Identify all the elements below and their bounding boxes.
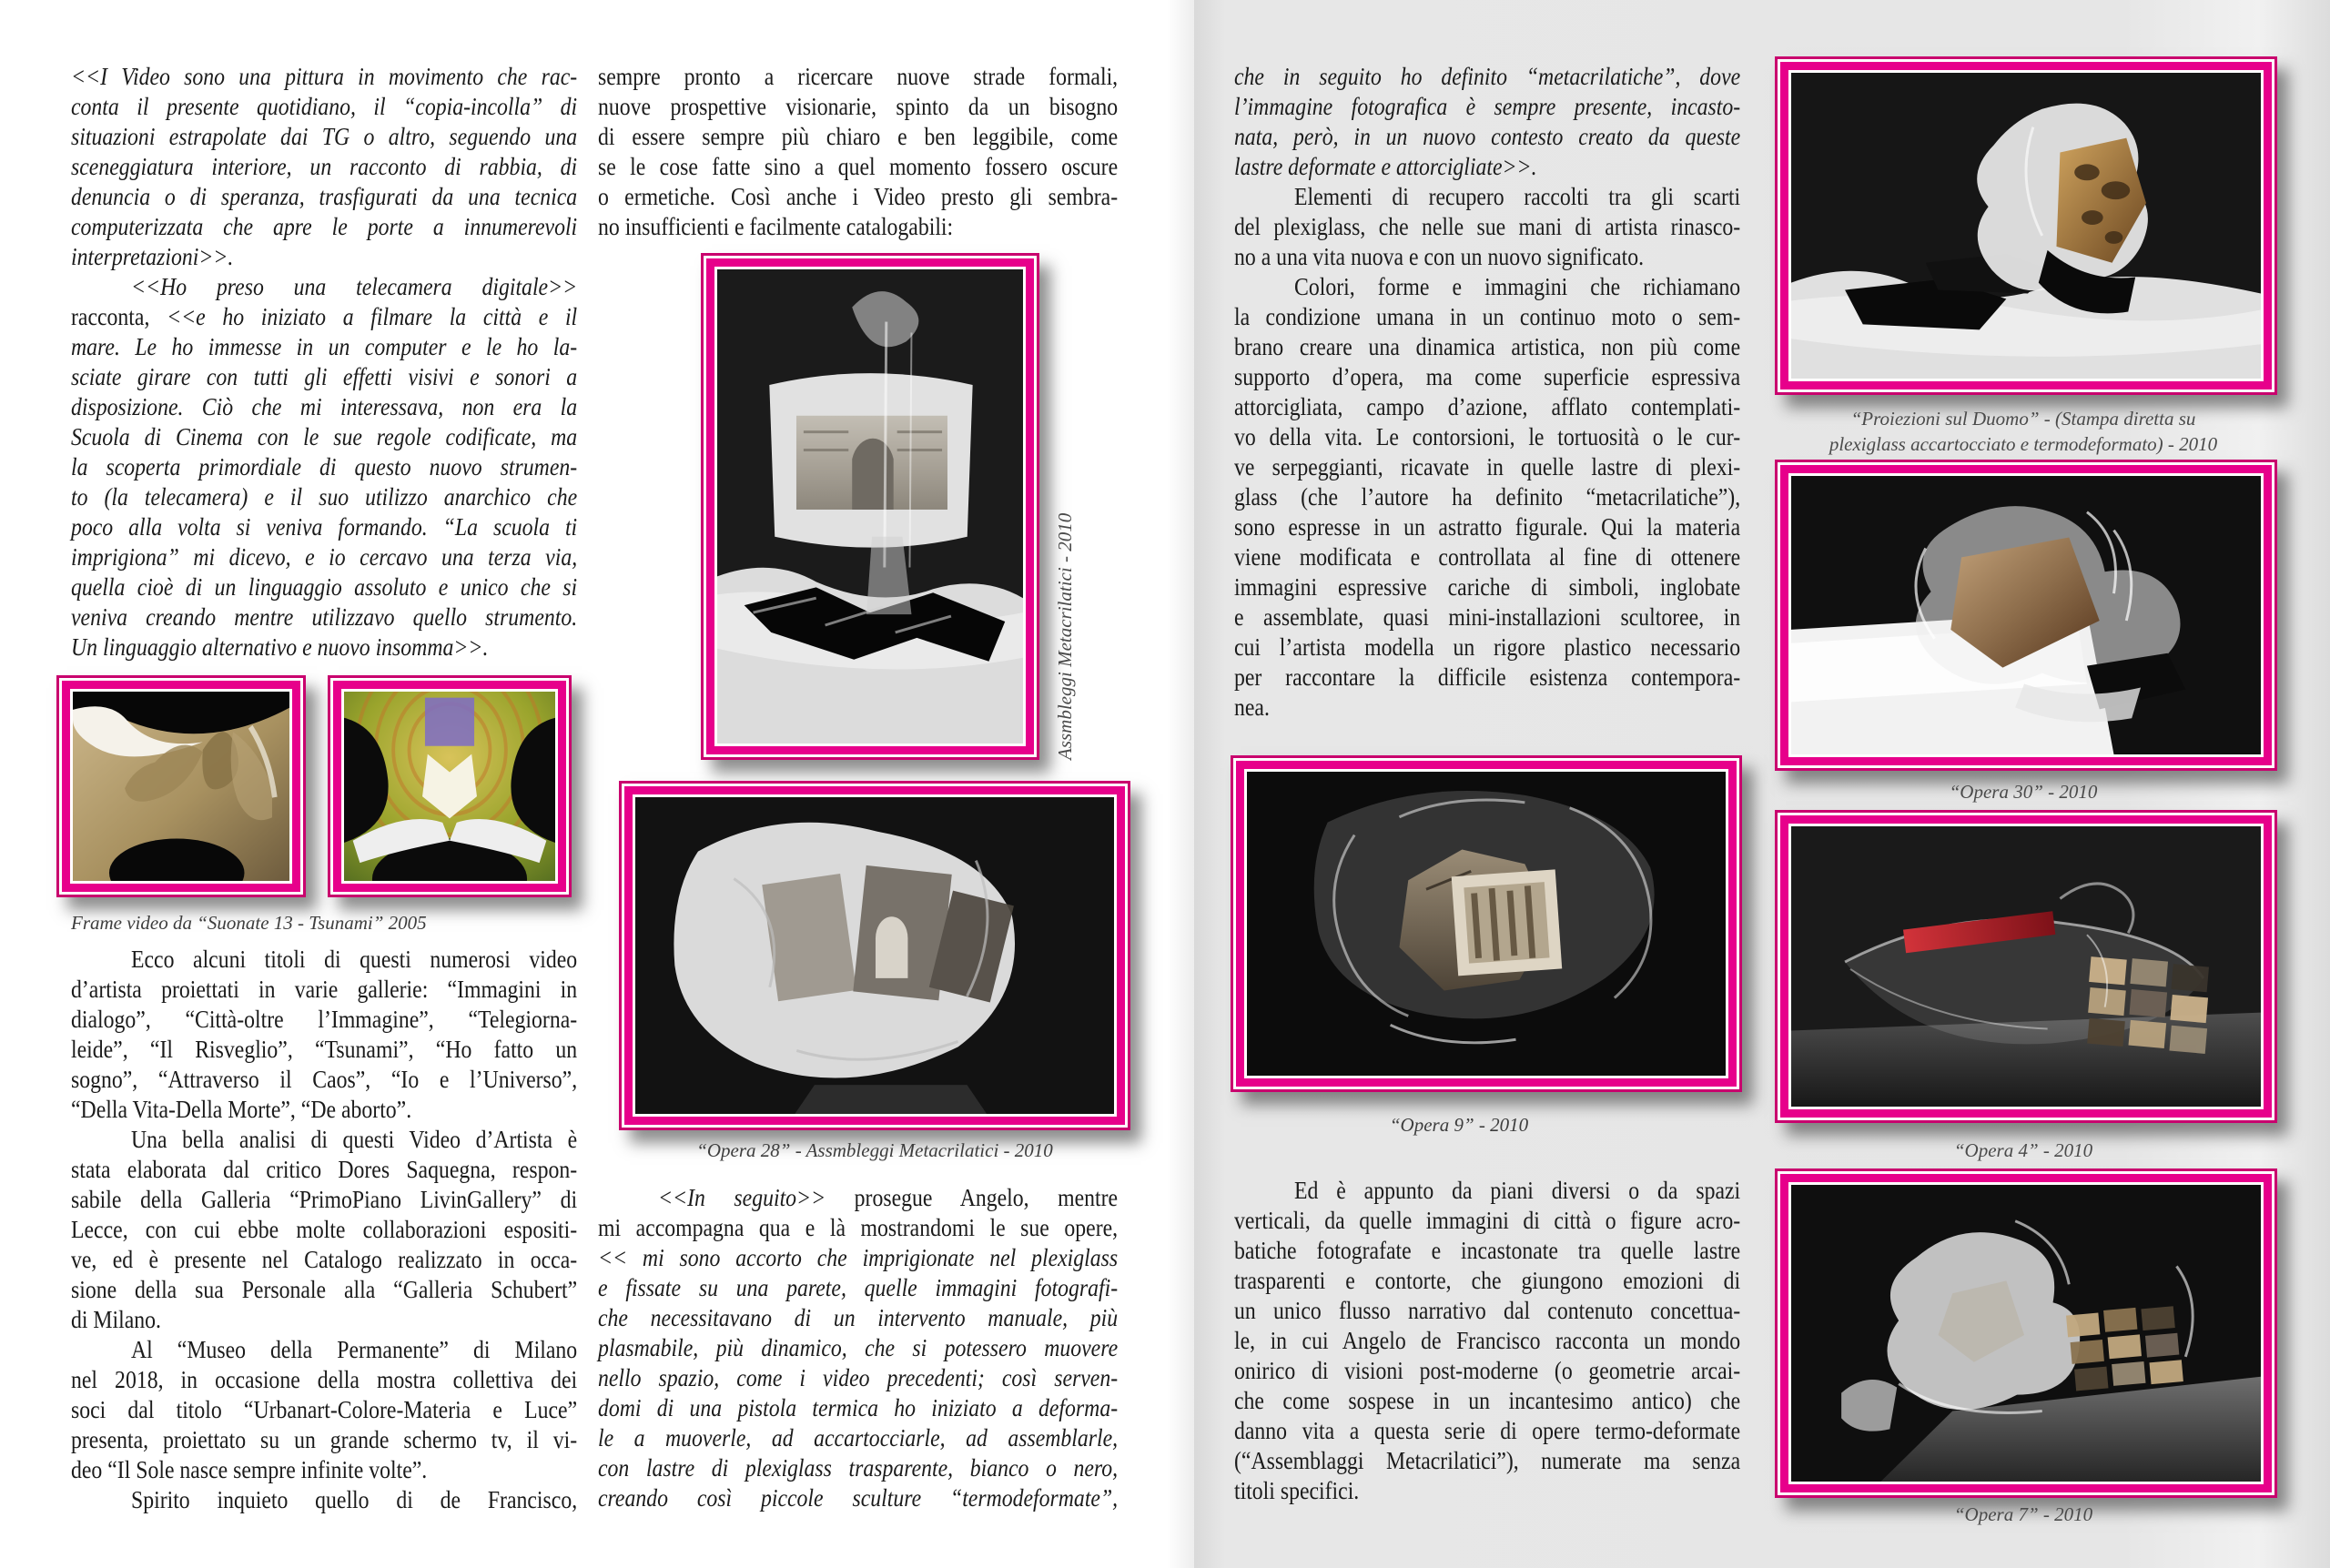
text-line: che in seguito ho definito “metacrilatiche”, dove <box>1234 63 1741 90</box>
text-line <box>598 1183 1118 1213</box>
text-segment: racconta, <box>71 303 167 330</box>
text-line: presenta, proiettato su un grande schermo tv, il vi- <box>71 1426 578 1453</box>
text-line: le, in cui Angelo de Francisco racconta un mondo <box>1234 1327 1741 1354</box>
text-line: con lastre di plexiglass trasparente, bianco o nero, <box>598 1454 1119 1482</box>
paragraph <box>1234 62 1740 182</box>
assemblaggio-art <box>717 269 1023 744</box>
text-line: <<I Video sono una pittura in movimento che rac- <box>71 63 578 90</box>
opera7-art <box>1791 1185 2261 1482</box>
caption-opera-9: “Opera 9” - 2010 <box>1389 1114 1529 1136</box>
sculpture-photo-assemblaggio <box>717 269 1023 744</box>
text-line: ve, ed è presente nel Catalogo realizzato in occa- <box>71 1246 578 1273</box>
text-line: nea. <box>1234 693 1270 721</box>
text-line: trasparenti e contorte, che giungono emozioni di <box>1234 1267 1741 1294</box>
caption-proiezioni-line1: “Proiezioni sul Duomo” - (Stampa diretta su <box>1850 408 2196 430</box>
text-line: Un linguaggio alternativo e nuovo insomma>>. <box>71 633 489 661</box>
text-segment: prosegue Angelo, mentre <box>854 1184 1119 1211</box>
text-line: no insufficienti e facilmente catalogabili: <box>598 213 954 240</box>
text-line: imprigiona” mi dicevo, e io cercavo una terza via, <box>71 543 578 571</box>
paragraph <box>71 1125 577 1335</box>
text-line: to (la telecamera) e il suo utilizzo anarchico che <box>71 483 578 511</box>
text-line: sabile della Galleria “PrimoPiano LivinGallery” di <box>71 1186 578 1213</box>
text-line: dialogo”, “Città-oltre l’Immagine”, “Telegiorna- <box>71 1006 578 1033</box>
opera30-art <box>1791 476 2261 754</box>
text-line: supporto d’opera, ma come superficie espressiva <box>1234 363 1741 390</box>
figure-frame-opera-30 <box>1775 460 2277 771</box>
text-line: veniva creando mentre utilizzavo quello strumento. <box>71 603 578 631</box>
column-3-text-upper <box>1234 62 1740 723</box>
figure-frame-opera-4 <box>1775 810 2277 1123</box>
paragraph <box>1234 1176 1740 1506</box>
text-line: nuove prospettive visionarie, spinto da un bisogno <box>598 93 1119 120</box>
figure-frame-assemblaggio <box>701 253 1039 760</box>
text-line: lastre deformate e attorcigliate>>. <box>1234 153 1537 180</box>
text-segment: <<In seguito>> <box>658 1184 855 1211</box>
text-line: l’immagine fotografica è sempre presente, incasto- <box>1234 93 1741 120</box>
page-gutter <box>1167 0 1194 1568</box>
column-1-text-lower <box>71 945 577 1515</box>
text-line: Una bella analisi di questi Video d’Artista è <box>131 1126 578 1153</box>
text-line: danno vita a questa serie di opere termo-deformate <box>1234 1417 1741 1444</box>
paragraph <box>71 1335 577 1485</box>
text-line: glass (che l’autore ha definito “metacrilatiche”), <box>1234 483 1741 511</box>
sculpture-photo-proiezioni <box>1791 73 2261 379</box>
text-line: cui l’artista modella un rigore plastico necessario <box>1234 633 1741 661</box>
text-line: attorcigliata, campo d’azione, afflato contemplati- <box>1234 393 1741 420</box>
text-line: <<Ho preso una telecamera digitale>> <box>131 273 578 300</box>
figure-frame-opera-9 <box>1231 755 1742 1092</box>
sculpture-photo-opera-30 <box>1791 476 2261 754</box>
figure-frame-opera-28 <box>619 781 1130 1130</box>
caption-proiezioni-line2: plexiglass accartocciato e termodeformato) - 2010 <box>1829 433 2218 455</box>
text-line: leide”, “Il Risveglio”, “Tsunami”, “Ho fatto un <box>71 1036 578 1063</box>
text-line: onirico di visioni post-moderne (o geometrie arcai- <box>1234 1357 1741 1384</box>
paragraph <box>598 1183 1118 1513</box>
text-line: batiche fotografate e incastonate tra quelle lastre <box>1234 1237 1741 1264</box>
video-frame-art-1 <box>73 692 289 881</box>
paragraph <box>71 945 577 1125</box>
text-segment: mi accompagna qua e là mostrandomi le sue opere, <box>598 1214 1119 1241</box>
text-line: immagini espressive cariche di simboli, inglobate <box>1234 573 1741 601</box>
column-2-text-lower <box>598 1183 1118 1513</box>
text-line: plasmabile, più dinamico, che si potessero muovere <box>598 1334 1119 1361</box>
text-line: sione della sua Personale alla “Galleria Schubert” <box>71 1276 578 1303</box>
text-line: sciate girare con tutti gli effetti visivi e sonori a <box>71 363 578 390</box>
text-line: Scuola di Cinema con le sue regole codificate, ma <box>71 423 578 450</box>
video-frame-tsunami-1 <box>73 692 289 881</box>
text-line: Colori, forme e immagini che richiamano <box>1294 273 1741 300</box>
figure-frame-opera-7 <box>1775 1168 2277 1498</box>
text-line: conta il presente quotidiano, il “copia-incolla” di <box>71 93 578 120</box>
sculpture-photo-opera-9 <box>1247 772 1726 1076</box>
sculpture-photo-opera-7 <box>1791 1185 2261 1482</box>
caption-suonate: Frame video da “Suonate 13 - Tsunami” 2005 <box>71 912 427 934</box>
text-line: denuncia o di speranza, trasfigurati da una tecnica <box>71 183 578 210</box>
text-line: e fissate su una parete, quelle immagini fotografi- <box>598 1274 1119 1301</box>
text-line: Ed è appunto da piani diversi o da spazi <box>1294 1177 1741 1204</box>
text-line: creando così piccole sculture “termodeformate”, <box>598 1484 1119 1512</box>
text-line: del plexiglass, che nelle sue mani di artista rinasco- <box>1234 213 1741 240</box>
caption-assemblaggio-side: Assmbleggi Metacrilatici - 2010 <box>1054 512 1076 760</box>
text-line: domi di una pistola termica ho iniziato a deforma- <box>598 1394 1119 1421</box>
text-line: mare. Le ho immesse in un computer e le ho la- <box>71 333 578 360</box>
text-line: la condizione umana in un continuo moto o sem- <box>1234 303 1741 330</box>
proiezioni-art <box>1791 73 2261 379</box>
text-line: che come sospese in un incantesimo antico) che <box>1234 1387 1741 1414</box>
caption-opera-28: “Opera 28” - Assmbleggi Metacrilatici - 2010 <box>696 1139 1053 1161</box>
opera9-art <box>1247 772 1726 1076</box>
text-line: << mi sono accorto che imprigionate nel plexiglass <box>598 1244 1119 1271</box>
text-segment: <<e ho iniziato a filmare la città e il <box>167 303 578 330</box>
text-line: quella cioè di un linguaggio assoluto e unico che si <box>71 573 578 601</box>
caption-proiezioni <box>1766 406 2281 457</box>
paragraph <box>1234 182 1740 272</box>
text-line: Spirito inquieto quello di de Francisco, <box>131 1486 578 1513</box>
text-line: se le cose fatte sino a quel momento fossero oscure <box>598 153 1119 180</box>
text-line: le a muoverle, ad accartocciarle, ad assemblarle, <box>598 1424 1119 1452</box>
text-line: stata elaborata dal critico Dores Saquegna, respon- <box>71 1156 578 1183</box>
text-line: sogno”, “Attraverso il Caos”, “Io e l’Universo”, <box>71 1066 578 1093</box>
figure-frame-video-frame-1 <box>56 675 306 897</box>
text-line: verticali, da quelle immagini di città o figure acro- <box>1234 1207 1741 1234</box>
figure-frame-proiezioni <box>1775 56 2277 395</box>
paragraph <box>71 272 577 663</box>
text-line: per raccontare la difficile esistenza contempora- <box>1234 663 1741 691</box>
text-line: soci dal titolo “Urbanart-Colore-Materia e Luce” <box>71 1396 578 1423</box>
text-line <box>71 302 577 332</box>
text-line <box>598 1213 1118 1243</box>
text-line: nel 2018, in occasione della mostra collettiva dei <box>71 1366 578 1393</box>
column-1-text-upper <box>71 62 577 663</box>
text-line: d’artista proiettati in varie gallerie: “Immagini in <box>71 976 578 1003</box>
opera4-art <box>1791 826 2261 1107</box>
text-line: nata, però, in un nuovo contesto creato da queste <box>1234 123 1741 150</box>
video-frame-art-2 <box>344 692 555 881</box>
sculpture-photo-opera-28 <box>635 797 1114 1114</box>
text-line: computerizzata che apre le porte a innumerevoli <box>71 213 578 240</box>
text-line: viene modificata e controllata al fine di ottenere <box>1234 543 1741 571</box>
text-line: Elementi di recupero raccolti tra gli scarti <box>1294 183 1741 210</box>
figure-frame-video-frame-2 <box>328 675 572 897</box>
column-3-text-lower <box>1234 1176 1740 1506</box>
text-line: (“Assemblaggi Metacrilatici”), numerate ma senza <box>1234 1447 1741 1474</box>
text-line: o ermetiche. Così anche i Video presto gli sembra- <box>598 183 1119 210</box>
text-line: situazioni estrapolate dai TG o altro, seguendo una <box>71 123 578 150</box>
text-line: sono espresse in un astratto figurale. Qui la materia <box>1234 513 1741 541</box>
sculpture-photo-opera-4 <box>1791 826 2261 1107</box>
paragraph <box>71 62 577 272</box>
text-line: brano creare una dinamica artistica, non più come <box>1234 333 1741 360</box>
text-line: Ecco alcuni titoli di questi numerosi video <box>131 946 578 973</box>
caption-opera-7: “Opera 7” - 2010 <box>1953 1503 2093 1525</box>
text-line: interpretazioni>>. <box>71 243 234 270</box>
column-2-text-upper <box>598 62 1118 242</box>
video-frame-tsunami-2 <box>344 692 555 881</box>
paragraph <box>598 62 1118 242</box>
text-line: un unico flusso narrativo dal contenuto concettua- <box>1234 1297 1741 1324</box>
opera28-art <box>635 797 1114 1114</box>
paragraph <box>71 1485 577 1515</box>
text-line: disposizione. Ciò che mi interessava, non era la <box>71 393 578 420</box>
text-line: deo “Il Sole nasce sempre infinite volte”. <box>71 1456 428 1483</box>
text-line: che necessitavano di un intervento manuale, più <box>598 1304 1119 1331</box>
text-line: di Milano. <box>71 1306 161 1333</box>
text-line: titoli specifici. <box>1234 1477 1360 1504</box>
text-line: poco alla volta si veniva formando. “La scuola ti <box>71 513 578 541</box>
text-line: e assemblate, quasi mini-installazioni scultoree, in <box>1234 603 1741 631</box>
text-line: no a una vita nuova e con un nuovo significato. <box>1234 243 1645 270</box>
text-line: sempre pronto a ricercare nuove strade formali, <box>598 63 1119 90</box>
text-line: vo della vita. Le contorsioni, le tortuosità o le cur- <box>1234 423 1741 450</box>
text-line: nello spazio, come i video precedenti; così serven- <box>598 1364 1119 1391</box>
text-line: ve serpeggianti, ricavate in quelle lastre di plexi- <box>1234 453 1741 481</box>
caption-opera-4: “Opera 4” - 2010 <box>1953 1139 2093 1161</box>
text-line: sceneggiatura interiore, un racconto di rabbia, di <box>71 153 578 180</box>
text-line: Al “Museo della Permanente” di Milano <box>131 1336 578 1363</box>
text-line: “Della Vita-Della Morte”, “De aborto”. <box>71 1096 412 1123</box>
text-line: Lecce, con cui ebbe molte collaborazioni espositi- <box>71 1216 578 1243</box>
caption-opera-30: “Opera 30” - 2010 <box>1949 781 2098 803</box>
text-line: la scoperta primordiale di questo nuovo strumen- <box>71 453 578 481</box>
paragraph <box>1234 272 1740 723</box>
text-line: di essere sempre più chiaro e ben leggibile, come <box>598 123 1119 150</box>
